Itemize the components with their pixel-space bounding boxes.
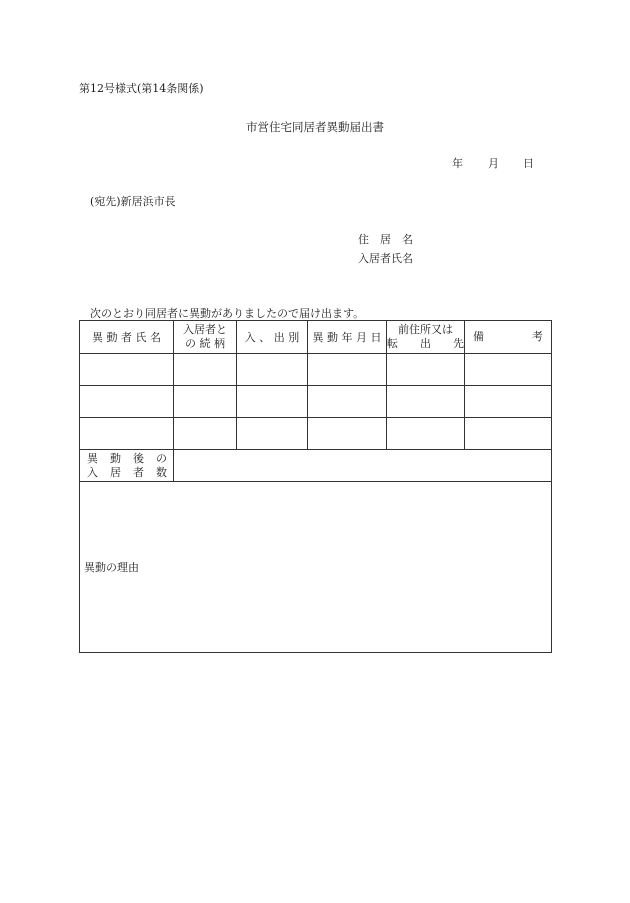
addressee: (宛先)新居浜市長 — [90, 195, 176, 208]
header-prev-line1: 前住所又は — [398, 323, 453, 336]
cell-date[interactable] — [308, 386, 387, 418]
count-char: 異 — [87, 451, 98, 465]
cell-remarks[interactable] — [465, 418, 552, 450]
count-char: 居 — [110, 465, 121, 479]
header-remarks-b: 考 — [532, 330, 543, 343]
header-previous-address — [387, 321, 465, 354]
cell-relation[interactable] — [174, 386, 237, 418]
cell-remarks[interactable] — [465, 354, 552, 386]
cell-previous-address[interactable] — [387, 386, 465, 418]
header-remarks-a: 備 — [473, 330, 484, 343]
date-day-label: 日 — [523, 157, 534, 170]
intro-text: 次のとおり同居者に異動がありましたので届け出ます。 — [90, 307, 365, 320]
reason-label: 異動の理由 — [84, 561, 139, 574]
count-char: 入 — [87, 465, 98, 479]
count-char: の — [156, 451, 167, 465]
header-remarks — [465, 321, 552, 354]
change-notice-table — [79, 320, 552, 653]
cell-in-out[interactable] — [237, 386, 308, 418]
count-char: 者 — [133, 465, 144, 479]
cell-date[interactable] — [308, 418, 387, 450]
header-date: 異 動 年 月 日 — [308, 321, 387, 354]
address-label: 住 居 名 — [358, 233, 413, 246]
cell-remarks[interactable] — [465, 386, 552, 418]
cell-relation[interactable] — [174, 354, 237, 386]
table-row — [80, 418, 552, 450]
reason-cell[interactable] — [80, 482, 552, 653]
header-prev-line2: 転 出 先 — [387, 337, 464, 350]
header-relation-line1: 入居者と — [183, 323, 227, 336]
cell-name[interactable] — [80, 386, 174, 418]
cell-in-out[interactable] — [237, 418, 308, 450]
form-number: 第12号様式(第14条関係) — [79, 82, 204, 95]
header-name: 異 動 者 氏 名 — [80, 321, 174, 354]
table-row — [80, 354, 552, 386]
table-row — [80, 386, 552, 418]
date-year-label: 年 — [452, 157, 463, 170]
cell-name[interactable] — [80, 354, 174, 386]
resident-count-label — [80, 450, 174, 482]
cell-in-out[interactable] — [237, 354, 308, 386]
resident-count-value[interactable] — [174, 450, 552, 482]
resident-count-row — [80, 450, 552, 482]
count-char: 動 — [110, 451, 121, 465]
reason-row — [80, 482, 552, 653]
cell-name[interactable] — [80, 418, 174, 450]
cell-date[interactable] — [308, 354, 387, 386]
count-char: 後 — [133, 451, 144, 465]
cell-previous-address[interactable] — [387, 354, 465, 386]
tenant-name-label: 入居者氏名 — [358, 252, 413, 265]
count-char: 数 — [156, 465, 167, 479]
cell-previous-address[interactable] — [387, 418, 465, 450]
header-relation — [174, 321, 237, 354]
table-header-row — [80, 321, 552, 354]
date-month-label: 月 — [488, 157, 499, 170]
header-in-out: 入 、 出 別 — [237, 321, 308, 354]
document-title: 市営住宅同居者異動届出書 — [246, 120, 384, 134]
header-relation-line2: の 続 柄 — [185, 337, 225, 350]
cell-relation[interactable] — [174, 418, 237, 450]
